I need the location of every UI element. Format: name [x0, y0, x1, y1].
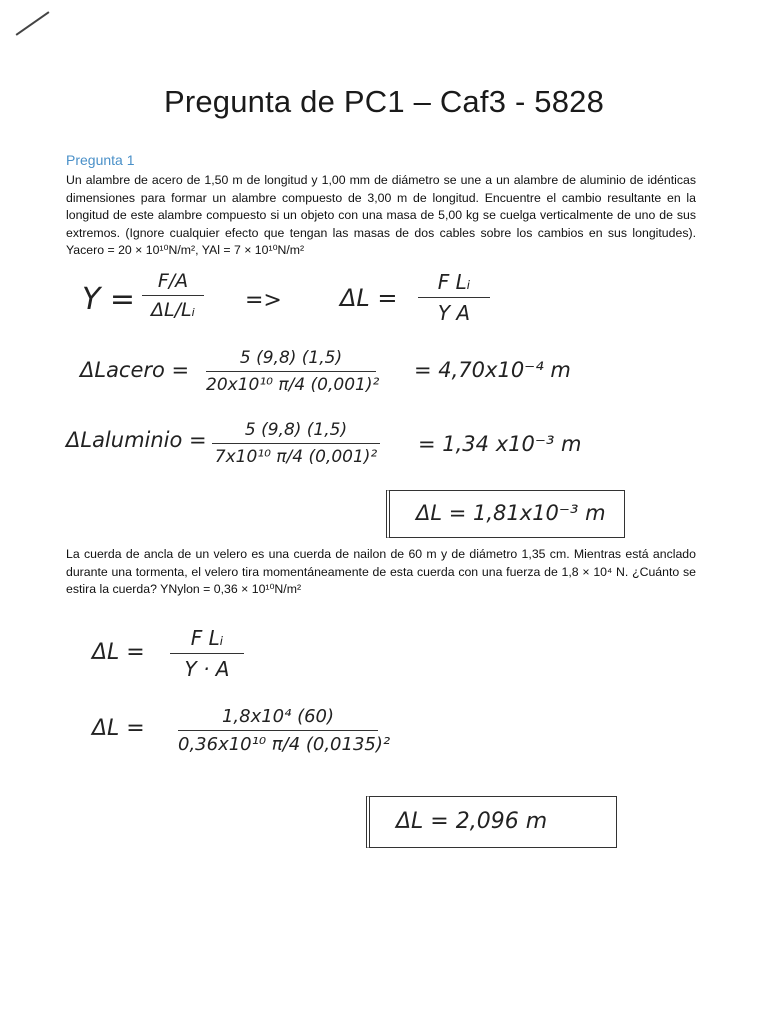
question-2-formula: YNylon = 0,36 × 10¹⁰N/m²	[160, 582, 302, 596]
question-heading: Pregunta 1	[66, 152, 135, 168]
p2b-delta-l-lhs: ΔL =	[92, 716, 145, 741]
young-modulus-denominator: ΔL/Lᵢ	[151, 299, 195, 321]
result-2-text: ΔL = 2,096 m	[396, 809, 548, 834]
delta-l-denominator: Y A	[437, 301, 471, 325]
fraction-bar	[170, 653, 244, 654]
question-2-text	[66, 546, 696, 599]
acero-result: = 4,70x10⁻⁴ m	[414, 358, 571, 382]
acero-lhs: ΔLacero =	[80, 358, 190, 382]
aluminio-numerator: 5 (9,8) (1,5)	[244, 420, 348, 440]
young-modulus-fraction	[142, 270, 204, 321]
p2-numerator: F Lᵢ	[190, 626, 224, 650]
acero-fraction	[206, 348, 380, 395]
p2-delta-l-lhs: ΔL =	[92, 640, 145, 665]
delta-l-numerator: F Lᵢ	[437, 270, 471, 294]
p2-denominator: Y · A	[184, 657, 230, 681]
fraction-bar	[178, 730, 378, 731]
result-1-text: ΔL = 1,81x10⁻³ m	[416, 501, 606, 525]
question-1-text	[66, 172, 696, 260]
result-box-1	[386, 490, 625, 538]
aluminio-lhs: ΔLaluminio =	[66, 428, 207, 452]
aluminio-denominator: 7x10¹⁰ π/4 (0,001)²	[214, 447, 378, 467]
page-title: Pregunta de PC1 – Caf3 - 5828	[163, 84, 605, 119]
aluminio-fraction	[212, 420, 380, 467]
p2b-fraction	[178, 706, 391, 755]
delta-l-fraction	[418, 270, 490, 325]
acero-numerator: 5 (9,8) (1,5)	[239, 348, 343, 368]
acero-denominator: 20x10¹⁰ π/4 (0,001)²	[206, 375, 380, 395]
aluminio-result: = 1,34 x10⁻³ m	[418, 432, 582, 456]
fraction-bar	[418, 297, 490, 298]
p2b-denominator: 0,36x10¹⁰ π/4 (0,0135)²	[178, 734, 391, 755]
p2b-numerator: 1,8x10⁴ (60)	[221, 706, 335, 727]
delta-l-lhs: ΔL =	[340, 284, 398, 312]
fraction-bar	[212, 443, 380, 444]
young-modulus-numerator: F/A	[157, 270, 189, 292]
question-1-body: Un alambre de acero de 1,50 m de longitud y 1,00 mm de diámetro se une a un alambre de aluminio de idénticas dimensiones para formar un alambre compuesto de 3,00 m de longitud. Encuentre el cambio resultante en la longitud de este alambre compuesto si un objeto con una masa de 5,00 kg se cuelga verticalmente de uno de sus extremos. (Ignore cualquier efecto que tengan las masas de dos cables sobre los cambios en sus longitudes).	[66, 173, 696, 240]
fraction-bar	[206, 371, 376, 372]
fraction-bar	[142, 295, 204, 296]
p2-delta-l-fraction	[170, 626, 244, 681]
young-modulus-lhs: Y =	[82, 282, 135, 317]
pen-mark	[16, 11, 50, 35]
result-box-2	[366, 796, 617, 848]
question-2-body: La cuerda de ancla de un velero es una cuerda de nailon de 60 m y de diámetro 1,35 cm. Mientras está anclado durante una tormenta, el velero tira momentáneamente de esta cuerda con una fuerza de 1,8 × 10⁴ N. ¿Cuánto se estira la cuerda?	[66, 547, 696, 596]
question-1-formula: Yacero = 20 × 10¹⁰N/m², YAl = 7 × 10¹⁰N/m²	[66, 243, 305, 257]
implies-arrow: =>	[245, 288, 282, 313]
